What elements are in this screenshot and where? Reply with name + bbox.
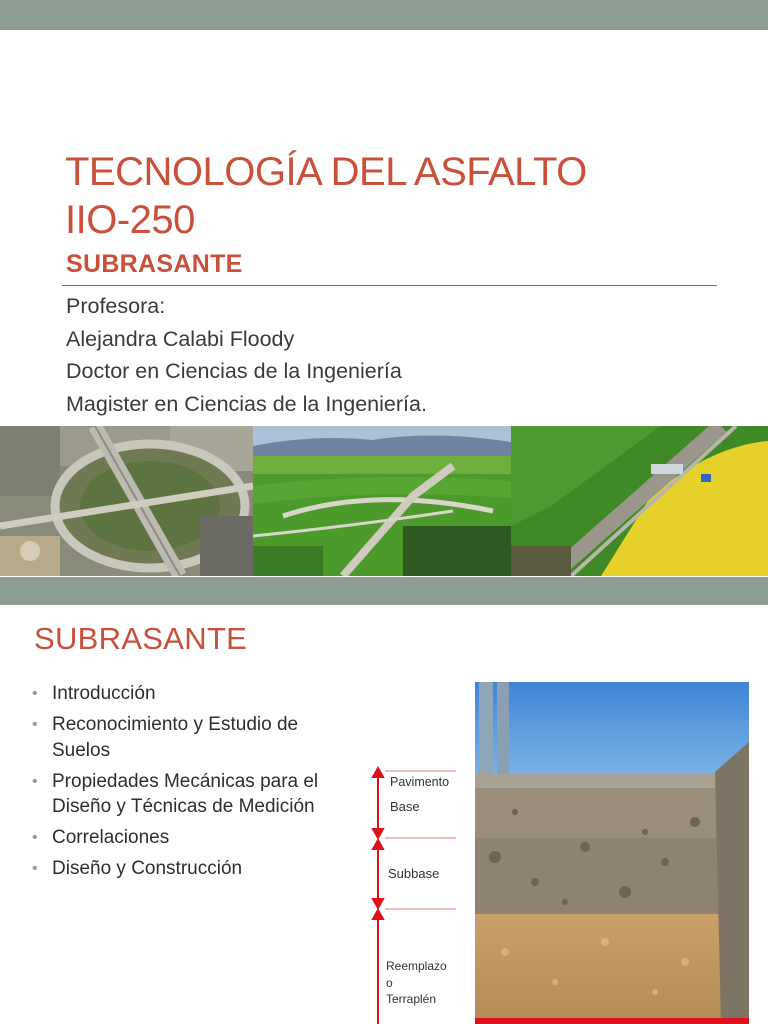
instructor-line: Profesora: [66, 294, 166, 318]
toll-plaza-fields-photo [511, 426, 768, 576]
presentation-title [65, 148, 587, 244]
layer-label-pavimento: Pavimento [390, 775, 450, 789]
content-slide [0, 605, 768, 1024]
layer-label-subbase: Subbase [388, 866, 440, 881]
topic-list [30, 681, 350, 887]
instructor-line: Alejandra Calabi Floody [66, 326, 295, 351]
instructor-line: Magister en Ciencias de la Ingeniería. [66, 391, 427, 416]
slide-title: SUBRASANTE [34, 621, 248, 656]
top-header-bar [0, 0, 768, 30]
soil-profile-photo [475, 682, 749, 1024]
layer-label-base: Base [390, 799, 420, 814]
layer-label-reemplazo [386, 958, 447, 1008]
list-item: • Diseño y Construcción [30, 856, 350, 882]
slide-separator-bar [0, 577, 768, 605]
presentation-subtitle: SUBRASANTE [66, 250, 243, 278]
instructor-info [66, 290, 427, 420]
green-valley-highway-photo [253, 426, 511, 576]
list-item: • Reconocimiento y Estudio de Suelos [30, 712, 350, 763]
list-item: • Propiedades Mecánicas para el Diseño y Técnicas de Medición [30, 769, 350, 820]
layer-label-line: Terraplén [386, 992, 437, 1006]
title-divider [62, 285, 717, 286]
list-item: • Correlaciones [30, 825, 350, 851]
photo-strip [0, 426, 768, 576]
layer-label-line: o [386, 975, 393, 990]
instructor-line: Doctor en Ciencias de la Ingeniería [66, 359, 402, 383]
title-line-2: IIO-250 [65, 198, 195, 242]
list-item: • Introducción [30, 681, 350, 707]
title-line-1: TECNOLOGÍA DEL ASFALTO [65, 150, 587, 194]
highway-interchange-photo [0, 426, 253, 576]
layer-label-line: Reemplazo [386, 959, 447, 973]
